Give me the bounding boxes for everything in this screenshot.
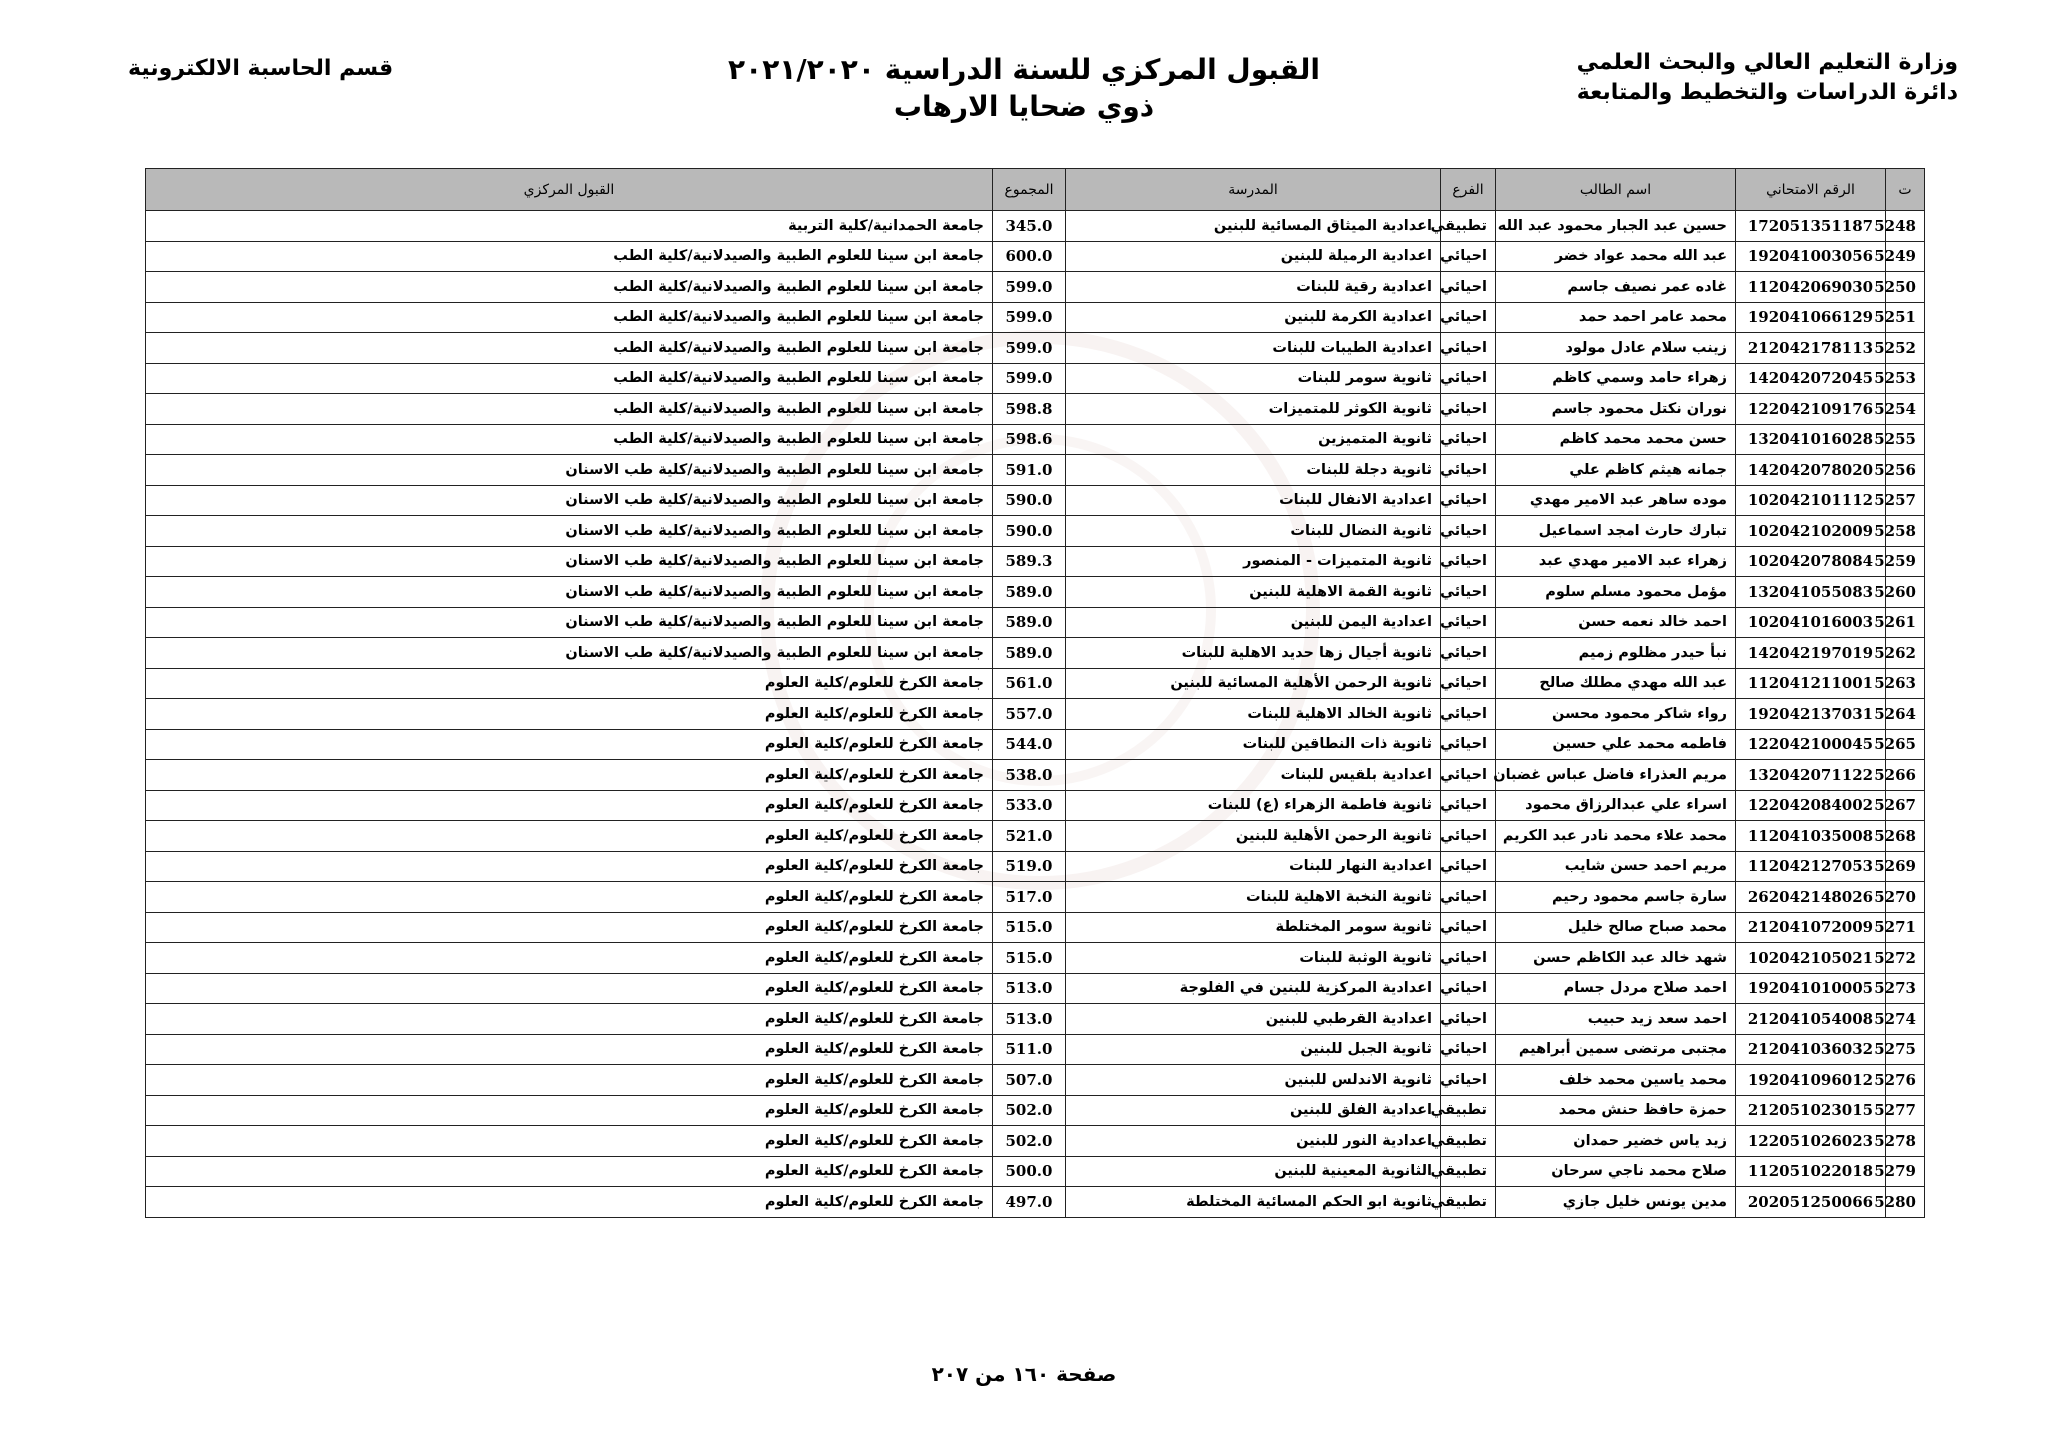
cell-exam-no: 122042100045 [1736,729,1886,760]
cell-branch: احيائي [1441,302,1496,333]
cell-total: 599.0 [993,272,1066,303]
cell-student-name: زيد ياس خضير حمدان [1496,1126,1736,1157]
cell-admission: جامعة ابن سينا للعلوم الطبية والصيدلانية/كلية طب الاسنان [146,607,993,638]
cell-student-name: احمد خالد نعمه حسن [1496,607,1736,638]
cell-total: 515.0 [993,943,1066,974]
cell-branch: احيائي [1441,790,1496,821]
cell-exam-no: 112041035008 [1736,821,1886,852]
cell-exam-no: 192041066129 [1736,302,1886,333]
cell-student-name: مجتبى مرتضى سمين أبراهيم [1496,1034,1736,1065]
cell-branch: تطبيقي [1441,211,1496,242]
cell-student-name: سارة جاسم محمود رحيم [1496,882,1736,913]
cell-exam-no: 142042197019 [1736,638,1886,669]
table-row [146,912,1925,943]
table-row [146,699,1925,730]
cell-school: ثانوية أجيال زها حديد الاهلية للبنات [1066,638,1441,669]
cell-student-name: غاده عمر نصيف جاسم [1496,272,1736,303]
table-row [146,1126,1925,1157]
cell-exam-no: 102042078084 [1736,546,1886,577]
cell-student-name: رواء شاكر محمود محسن [1496,699,1736,730]
cell-branch: احيائي [1441,485,1496,516]
cell-student-name: حمزة حافظ حنش محمد [1496,1095,1736,1126]
table-row [146,333,1925,364]
cell-admission: جامعة الكرخ للعلوم/كلية العلوم [146,821,993,852]
cell-school: اعدادية الميثاق المسائية للبنين [1066,211,1441,242]
table-row [146,973,1925,1004]
col-header-exam-no: الرقم الامتحاني [1736,169,1886,211]
cell-admission: جامعة الكرخ للعلوم/كلية العلوم [146,1156,993,1187]
cell-exam-no: 212051023015 [1736,1095,1886,1126]
cell-student-name: محمد ياسين محمد خلف [1496,1065,1736,1096]
cell-exam-no: 132041016028 [1736,424,1886,455]
cell-school: ثانوية دجلة للبنات [1066,455,1441,486]
cell-admission: جامعة الكرخ للعلوم/كلية العلوم [146,1065,993,1096]
cell-seq: 5258 [1886,516,1925,547]
cell-total: 544.0 [993,729,1066,760]
cell-school: اعدادية الانفال للبنات [1066,485,1441,516]
cell-seq: 5267 [1886,790,1925,821]
cell-student-name: مؤمل محمود مسلم سلوم [1496,577,1736,608]
cell-admission: جامعة ابن سينا للعلوم الطبية والصيدلانية/كلية طب الاسنان [146,516,993,547]
cell-total: 345.0 [993,211,1066,242]
cell-exam-no: 142042072045 [1736,363,1886,394]
cell-branch: احيائي [1441,333,1496,364]
cell-seq: 5268 [1886,821,1925,852]
cell-student-name: اسراء علي عبدالرزاق محمود [1496,790,1736,821]
cell-admission: جامعة الكرخ للعلوم/كلية العلوم [146,912,993,943]
table-row [146,241,1925,272]
table-row [146,272,1925,303]
cell-school: اعدادية بلقيس للبنات [1066,760,1441,791]
cell-admission: جامعة ابن سينا للعلوم الطبية والصيدلانية/كلية الطب [146,424,993,455]
cell-branch: احيائي [1441,516,1496,547]
cell-exam-no: 112051022018 [1736,1156,1886,1187]
cell-student-name: احمد سعد زيد حبيب [1496,1004,1736,1035]
cell-branch: احيائي [1441,1034,1496,1065]
cell-school: ثانوية الاندلس للبنين [1066,1065,1441,1096]
table-row [146,455,1925,486]
table-row [146,1034,1925,1065]
cell-branch: احيائي [1441,455,1496,486]
cell-exam-no: 212041036032 [1736,1034,1886,1065]
cell-total: 513.0 [993,1004,1066,1035]
cell-exam-no: 192041003056 [1736,241,1886,272]
table-row [146,424,1925,455]
cell-school: ثانوية ذات النطاقين للبنات [1066,729,1441,760]
cell-exam-no: 112042127053 [1736,851,1886,882]
cell-exam-no: 102042105021 [1736,943,1886,974]
cell-branch: احيائي [1441,394,1496,425]
cell-total: 591.0 [993,455,1066,486]
table-row [146,485,1925,516]
col-header-name: اسم الطالب [1496,169,1736,211]
cell-total: 589.3 [993,546,1066,577]
cell-branch: تطبيقي [1441,1095,1496,1126]
cell-school: اعدادية اليمن للبنين [1066,607,1441,638]
cell-total: 600.0 [993,241,1066,272]
cell-admission: جامعة الكرخ للعلوم/كلية العلوم [146,790,993,821]
cell-total: 561.0 [993,668,1066,699]
cell-branch: احيائي [1441,1065,1496,1096]
cell-total: 513.0 [993,973,1066,1004]
col-header-admission: القبول المركزي [146,169,993,211]
cell-school: ثانوية الرحمن الأهلية للبنين [1066,821,1441,852]
cell-school: اعدادية النهار للبنات [1066,851,1441,882]
cell-seq: 5277 [1886,1095,1925,1126]
cell-seq: 5269 [1886,851,1925,882]
cell-seq: 5253 [1886,363,1925,394]
cell-exam-no: 102041016003 [1736,607,1886,638]
table-row [146,302,1925,333]
cell-seq: 5264 [1886,699,1925,730]
cell-school: ثانوية المتميزات - المنصور [1066,546,1441,577]
cell-total: 589.0 [993,638,1066,669]
cell-admission: جامعة الحمدانية/كلية التربية [146,211,993,242]
cell-seq: 5278 [1886,1126,1925,1157]
cell-total: 589.0 [993,577,1066,608]
cell-school: ثانوية الجبل للبنين [1066,1034,1441,1065]
ministry-name: وزارة التعليم العالي والبحث العلمي [1576,50,1958,75]
cell-admission: جامعة الكرخ للعلوم/كلية العلوم [146,1187,993,1218]
cell-admission: جامعة ابن سينا للعلوم الطبية والصيدلانية/كلية الطب [146,272,993,303]
cell-seq: 5274 [1886,1004,1925,1035]
cell-school: اعدادية المركزية للبنين في الفلوجة [1066,973,1441,1004]
cell-exam-no: 192041096012 [1736,1065,1886,1096]
cell-exam-no: 122042109176 [1736,394,1886,425]
cell-total: 521.0 [993,821,1066,852]
cell-total: 500.0 [993,1156,1066,1187]
cell-branch: احيائي [1441,607,1496,638]
title-admission-year: القبول المركزي للسنة الدراسية ٢٠٢١/٢٠٢٠ [728,53,1320,86]
cell-admission: جامعة ابن سينا للعلوم الطبية والصيدلانية/كلية الطب [146,333,993,364]
table-row [146,1187,1925,1218]
cell-school: اعدادية القرطبي للبنين [1066,1004,1441,1035]
cell-branch: احيائي [1441,577,1496,608]
table-row [146,851,1925,882]
cell-school: ثانوية سومر المختلطة [1066,912,1441,943]
cell-branch: احيائي [1441,729,1496,760]
table-header-row [146,169,1925,211]
cell-student-name: تبارك حارث امجد اسماعيل [1496,516,1736,547]
col-header-total: المجموع [993,169,1066,211]
table-row [146,638,1925,669]
cell-student-name: زينب سلام عادل مولود [1496,333,1736,364]
cell-admission: جامعة الكرخ للعلوم/كلية العلوم [146,668,993,699]
cell-seq: 5275 [1886,1034,1925,1065]
cell-admission: جامعة الكرخ للعلوم/كلية العلوم [146,760,993,791]
cell-total: 590.0 [993,516,1066,547]
cell-exam-no: 212041072009 [1736,912,1886,943]
cell-exam-no: 112042069030 [1736,272,1886,303]
cell-total: 519.0 [993,851,1066,882]
cell-admission: جامعة ابن سينا للعلوم الطبية والصيدلانية/كلية طب الاسنان [146,546,993,577]
cell-seq: 5260 [1886,577,1925,608]
cell-branch: احيائي [1441,912,1496,943]
cell-branch: احيائي [1441,424,1496,455]
cell-school: ثانوية القمة الاهلية للبنين [1066,577,1441,608]
cell-exam-no: 202051250066 [1736,1187,1886,1218]
cell-total: 598.6 [993,424,1066,455]
cell-school: اعدادية رقية للبنات [1066,272,1441,303]
cell-admission: جامعة الكرخ للعلوم/كلية العلوم [146,1126,993,1157]
cell-student-name: زهراء عبد الامير مهدي عبد [1496,546,1736,577]
cell-seq: 5271 [1886,912,1925,943]
cell-student-name: نوران نكتل محمود جاسم [1496,394,1736,425]
cell-branch: تطبيقي [1441,1156,1496,1187]
cell-branch: احيائي [1441,851,1496,882]
cell-exam-no: 102042101112 [1736,485,1886,516]
cell-school: اعدادية النور للبنين [1066,1126,1441,1157]
cell-branch: احيائي [1441,363,1496,394]
cell-admission: جامعة الكرخ للعلوم/كلية العلوم [146,1034,993,1065]
cell-school: ثانوية الكوثر للمتميزات [1066,394,1441,425]
cell-school: اعدادية الطيبات للبنات [1066,333,1441,364]
cell-exam-no: 192042137031 [1736,699,1886,730]
cell-total: 599.0 [993,302,1066,333]
cell-branch: احيائي [1441,241,1496,272]
cell-exam-no: 122051026023 [1736,1126,1886,1157]
col-header-branch: الفرع [1441,169,1496,211]
cell-exam-no: 132041055083 [1736,577,1886,608]
cell-seq: 5254 [1886,394,1925,425]
cell-school: الثانوية المعينية للبنين [1066,1156,1441,1187]
cell-student-name: مريم احمد حسن شايب [1496,851,1736,882]
col-header-seq: ت [1886,169,1925,211]
cell-branch: احيائي [1441,760,1496,791]
cell-student-name: زهراء حامد وسمي كاظم [1496,363,1736,394]
cell-exam-no: 262042148026 [1736,882,1886,913]
cell-admission: جامعة ابن سينا للعلوم الطبية والصيدلانية/كلية طب الاسنان [146,577,993,608]
cell-student-name: محمد علاء محمد نادر عبد الكريم [1496,821,1736,852]
cell-total: 557.0 [993,699,1066,730]
cell-student-name: محمد عامر احمد حمد [1496,302,1736,333]
cell-branch: احيائي [1441,821,1496,852]
cell-seq: 5279 [1886,1156,1925,1187]
cell-total: 507.0 [993,1065,1066,1096]
cell-branch: احيائي [1441,1004,1496,1035]
table-row [146,943,1925,974]
cell-branch: احيائي [1441,699,1496,730]
cell-student-name: مدين يونس خليل جازي [1496,1187,1736,1218]
cell-student-name: احمد صلاح مردل جسام [1496,973,1736,1004]
cell-exam-no: 212041054008 [1736,1004,1886,1035]
cell-admission: جامعة الكرخ للعلوم/كلية العلوم [146,699,993,730]
cell-admission: جامعة ابن سينا للعلوم الطبية والصيدلانية/كلية طب الاسنان [146,485,993,516]
table-row [146,1095,1925,1126]
cell-seq: 5261 [1886,607,1925,638]
cell-admission: جامعة ابن سينا للعلوم الطبية والصيدلانية/كلية الطب [146,363,993,394]
cell-student-name: موده ساهر عبد الامير مهدي [1496,485,1736,516]
cell-branch: احيائي [1441,943,1496,974]
cell-branch: احيائي [1441,546,1496,577]
cell-seq: 5248 [1886,211,1925,242]
cell-seq: 5252 [1886,333,1925,364]
cell-admission: جامعة الكرخ للعلوم/كلية العلوم [146,882,993,913]
cell-seq: 5257 [1886,485,1925,516]
cell-student-name: مريم العذراء فاضل عباس غضبان [1496,760,1736,791]
cell-student-name: عبد الله مهدي مطلك صالح [1496,668,1736,699]
cell-exam-no: 172051351187 [1736,211,1886,242]
cell-school: ثانوية الخالد الاهلية للبنات [1066,699,1441,730]
cell-seq: 5255 [1886,424,1925,455]
cell-total: 515.0 [993,912,1066,943]
cell-seq: 5270 [1886,882,1925,913]
cell-school: ثانوية النضال للبنات [1066,516,1441,547]
cell-seq: 5280 [1886,1187,1925,1218]
cell-school: اعدادية الكرمة للبنين [1066,302,1441,333]
cell-total: 511.0 [993,1034,1066,1065]
col-header-school: المدرسة [1066,169,1441,211]
department-name: قسم الحاسبة الالكترونية [128,56,394,81]
cell-total: 517.0 [993,882,1066,913]
table-row [146,394,1925,425]
cell-seq: 5250 [1886,272,1925,303]
cell-seq: 5251 [1886,302,1925,333]
cell-admission: جامعة ابن سينا للعلوم الطبية والصيدلانية/كلية الطب [146,241,993,272]
cell-admission: جامعة ابن سينا للعلوم الطبية والصيدلانية/كلية طب الاسنان [146,455,993,486]
cell-total: 533.0 [993,790,1066,821]
cell-student-name: عبد الله محمد عواد خضر [1496,241,1736,272]
cell-exam-no: 112041211001 [1736,668,1886,699]
cell-student-name: حسين عبد الجبار محمود عبد الله [1496,211,1736,242]
cell-admission: جامعة الكرخ للعلوم/كلية العلوم [146,851,993,882]
cell-total: 502.0 [993,1095,1066,1126]
cell-admission: جامعة الكرخ للعلوم/كلية العلوم [146,943,993,974]
cell-admission: جامعة ابن سينا للعلوم الطبية والصيدلانية/كلية الطب [146,302,993,333]
table-row [146,516,1925,547]
cell-branch: احيائي [1441,638,1496,669]
cell-seq: 5265 [1886,729,1925,760]
cell-student-name: نبأ حيدر مظلوم زميم [1496,638,1736,669]
table-row [146,577,1925,608]
cell-admission: جامعة الكرخ للعلوم/كلية العلوم [146,973,993,1004]
cell-school: ثانوية النخبة الاهلية للبنات [1066,882,1441,913]
cell-branch: تطبيقي [1441,1126,1496,1157]
cell-admission: جامعة الكرخ للعلوم/كلية العلوم [146,1095,993,1126]
cell-student-name: محمد صباح صالح خليل [1496,912,1736,943]
cell-school: اعدادية الرميلة للبنين [1066,241,1441,272]
cell-seq: 5263 [1886,668,1925,699]
cell-total: 538.0 [993,760,1066,791]
cell-total: 599.0 [993,333,1066,364]
cell-seq: 5256 [1886,455,1925,486]
cell-branch: تطبيقي [1441,1187,1496,1218]
cell-exam-no: 132042071122 [1736,760,1886,791]
cell-school: ثانوية الوثبة للبنات [1066,943,1441,974]
cell-school: اعدادية الفلق للبنين [1066,1095,1441,1126]
table-row [146,211,1925,242]
cell-exam-no: 192041010005 [1736,973,1886,1004]
cell-school: ثانوية ابو الحكم المسائية المختلطة [1066,1187,1441,1218]
cell-admission: جامعة ابن سينا للعلوم الطبية والصيدلانية/كلية طب الاسنان [146,638,993,669]
table-row [146,882,1925,913]
cell-admission: جامعة الكرخ للعلوم/كلية العلوم [146,1004,993,1035]
cell-seq: 5276 [1886,1065,1925,1096]
cell-seq: 5249 [1886,241,1925,272]
cell-exam-no: 142042078020 [1736,455,1886,486]
cell-student-name: شهد خالد عبد الكاظم حسن [1496,943,1736,974]
table-row [146,821,1925,852]
cell-student-name: حسن محمد محمد كاظم [1496,424,1736,455]
cell-school: ثانوية سومر للبنات [1066,363,1441,394]
cell-school: ثانوية فاطمة الزهراء (ع) للبنات [1066,790,1441,821]
cell-total: 502.0 [993,1126,1066,1157]
table-row [146,760,1925,791]
cell-branch: احيائي [1441,272,1496,303]
cell-branch: احيائي [1441,882,1496,913]
cell-school: ثانوية المتميزين [1066,424,1441,455]
page-number: صفحة ١٦٠ من ٢٠٧ [931,1362,1117,1386]
table-row [146,546,1925,577]
cell-branch: احيائي [1441,668,1496,699]
cell-seq: 5259 [1886,546,1925,577]
cell-admission: جامعة الكرخ للعلوم/كلية العلوم [146,729,993,760]
title-category: ذوي ضحايا الارهاب [893,90,1155,123]
directorate-name: دائرة الدراسات والتخطيط والمتابعة [1576,80,1958,105]
cell-student-name: فاطمه محمد علي حسين [1496,729,1736,760]
table-row [146,790,1925,821]
cell-school: ثانوية الرحمن الأهلية المسائية للبنين [1066,668,1441,699]
cell-exam-no: 102042102009 [1736,516,1886,547]
cell-branch: احيائي [1441,973,1496,1004]
cell-admission: جامعة ابن سينا للعلوم الطبية والصيدلانية/كلية الطب [146,394,993,425]
cell-exam-no: 122042084002 [1736,790,1886,821]
table-row [146,1004,1925,1035]
cell-seq: 5272 [1886,943,1925,974]
cell-seq: 5273 [1886,973,1925,1004]
cell-total: 590.0 [993,485,1066,516]
table-row [146,668,1925,699]
table-row [146,729,1925,760]
cell-seq: 5262 [1886,638,1925,669]
table-row [146,1156,1925,1187]
cell-total: 599.0 [993,363,1066,394]
table-row [146,607,1925,638]
cell-exam-no: 212042178113 [1736,333,1886,364]
results-table [145,168,1925,1218]
cell-student-name: صلاح محمد ناجي سرحان [1496,1156,1736,1187]
table-row [146,363,1925,394]
cell-seq: 5266 [1886,760,1925,791]
cell-total: 589.0 [993,607,1066,638]
cell-total: 598.8 [993,394,1066,425]
cell-student-name: جمانه هيثم كاظم علي [1496,455,1736,486]
table-row [146,1065,1925,1096]
cell-total: 497.0 [993,1187,1066,1218]
